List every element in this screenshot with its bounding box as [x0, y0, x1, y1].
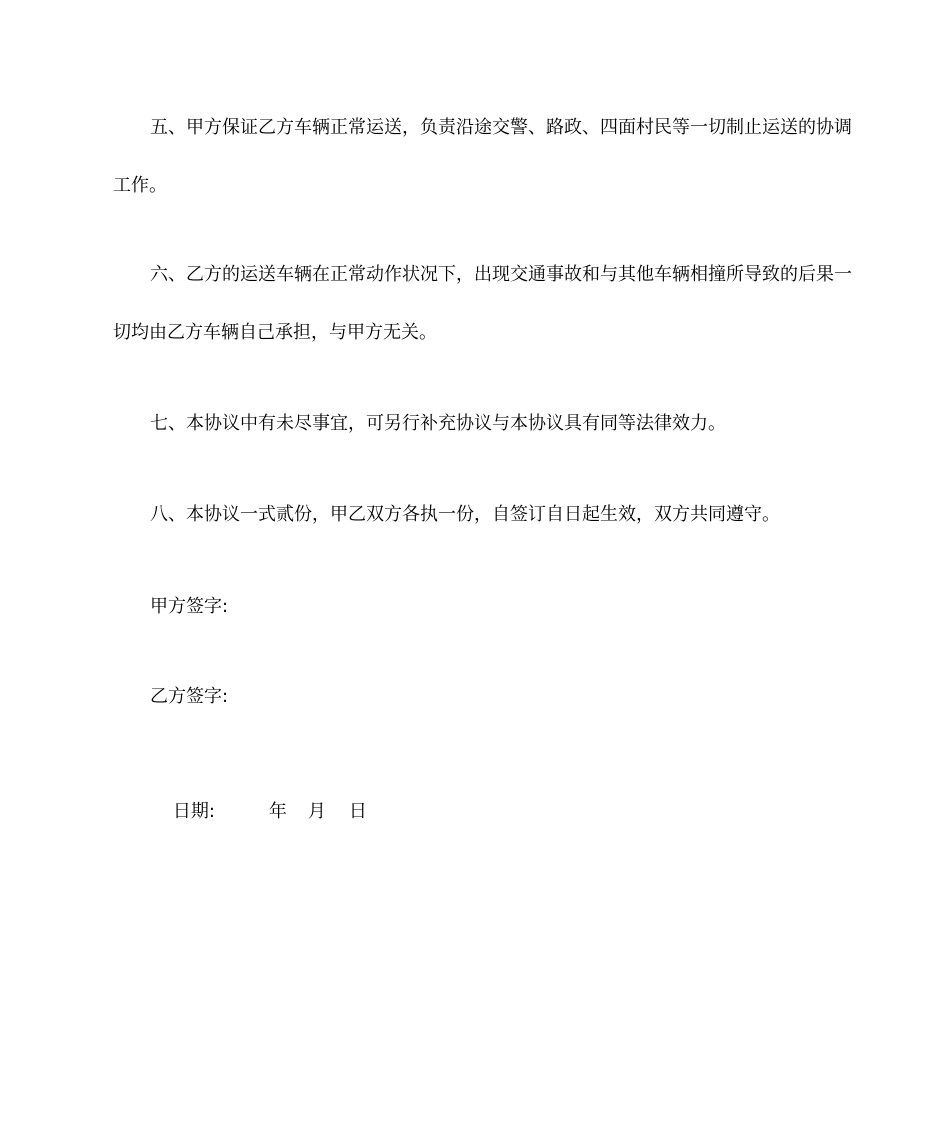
date-label: 日期:	[172, 801, 215, 822]
party-a-signature-label: 甲方签字:	[150, 596, 229, 617]
clause-6: 六、乙方的运送车辆在正常动作状况下，出现交通事故和与其他车辆相撞所导致的后果一切均由乙方车辆自己承担，与甲方无关。	[113, 264, 852, 343]
party-b-signature-label: 乙方签字:	[150, 686, 229, 707]
date-day: 日	[348, 801, 367, 822]
clause-8: 八、本协议一式贰份，甲乙双方各执一份，自签订自日起生效，双方共同遵守。	[150, 504, 780, 525]
date-line	[150, 776, 367, 848]
date-month: 月	[307, 801, 326, 822]
clause-5: 五、甲方保证乙方车辆正常运送，负责沿途交警、路政、四面村民等一切制止运送的协调工作。	[113, 117, 852, 196]
clause-7: 七、本协议中有未尽事宜，可另行补充协议与本协议具有同等法律效力。	[150, 413, 726, 434]
date-year: 年	[268, 801, 287, 822]
